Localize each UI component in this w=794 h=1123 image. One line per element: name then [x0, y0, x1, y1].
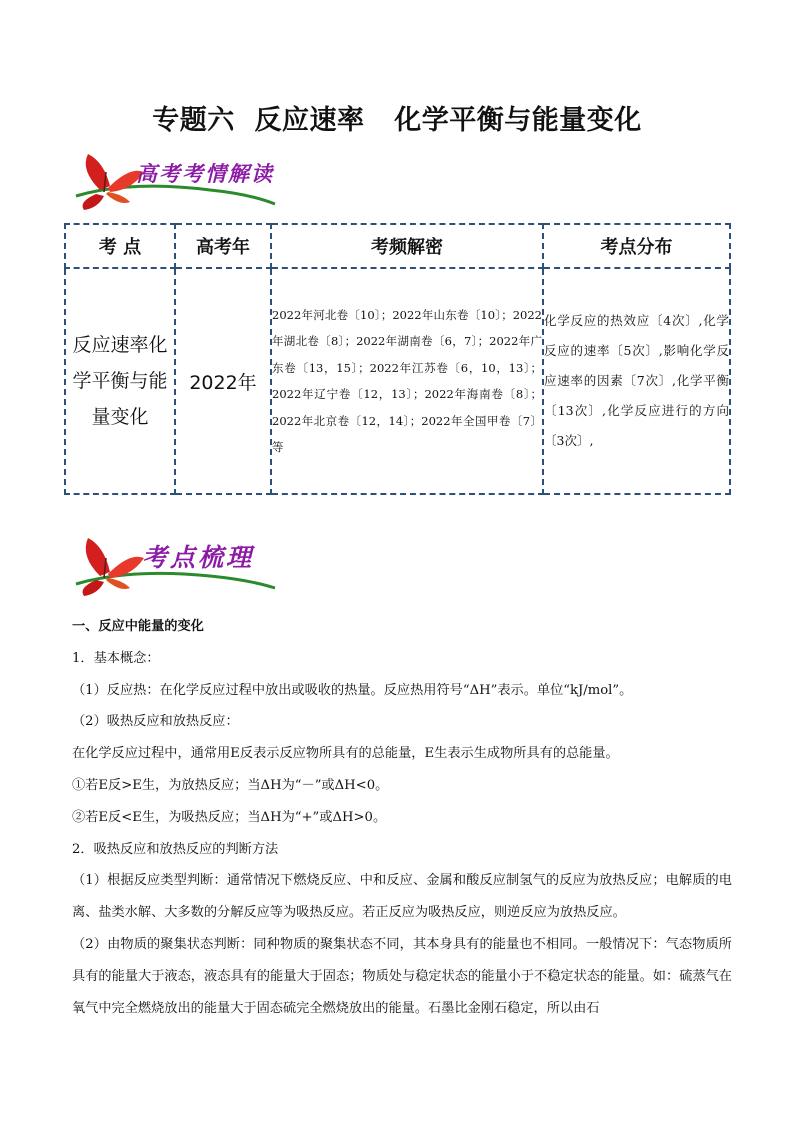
- banner-title: 考点梳理: [142, 543, 255, 572]
- paragraph: 2．吸热反应和放热反应的判断方法: [72, 841, 279, 857]
- header-cell: 考 点: [65, 224, 175, 268]
- content-body: [72, 611, 732, 1024]
- paragraph: （1）根据反应类型判断：通常情况下燃烧反应、中和反应、金属和酸反应制氢气的反应为放热反应；电解质的电离、盐类水解、大多数的分解反应等为吸热反应。若正反应为吸热反应，则逆反应为放热反应。: [72, 873, 732, 921]
- table-header-row: [65, 224, 730, 268]
- exam-distribution-cell: 化学反应的热效应〔4次〕,化学反应的速率〔5次〕,影响化学反应速率的因素〔7次〕,化学平衡〔13次〕,化学反应进行的方向〔3次〕,: [543, 268, 730, 494]
- paragraph: （2）由物质的聚集状态判断：同种物质的聚集状态不同，其本身具有的能量也不相同。一般情况下：气态物质所具有的能量大于液态，液态具有的能量大于固态；物质处与稳定状态的能量小于不稳定状态的能量。如：硫蒸气在氧气中完全燃烧放出的能量大于固态硫完全燃烧放出的能量。石墨比金刚石稳定，所以由石: [72, 936, 732, 1016]
- section-banner-exam-analysis: [70, 150, 290, 216]
- banner-title: 高考考情解读: [136, 161, 274, 186]
- header-cell: 高考年: [175, 224, 271, 268]
- paragraph: 1．基本概念：: [72, 650, 160, 666]
- exam-year-cell: 2022年: [175, 268, 271, 494]
- paragraph: ①若E反>E生，为放热反应；当ΔH为“－”或ΔH<0。: [72, 777, 389, 793]
- paragraph: （1）反应热：在化学反应过程中放出或吸收的热量。反应热用符号“ΔH”表示。单位“kJ/mol”。: [72, 682, 633, 698]
- section-heading: 一、反应中能量的变化: [72, 619, 204, 634]
- exam-point-cell: 反应速率化学平衡与能量变化: [65, 268, 175, 494]
- paragraph: ②若E反<E生，为吸热反应；当ΔH为“+”或ΔH>0。: [72, 809, 387, 825]
- paragraph: （2）吸热反应和放热反应：: [72, 714, 239, 730]
- exam-analysis-table: [64, 223, 731, 495]
- section-banner-key-points: [70, 534, 290, 600]
- page-title: 专题六 反应速率 化学平衡与能量变化: [152, 105, 642, 136]
- table-row: [65, 268, 730, 494]
- header-cell: 考频解密: [271, 224, 543, 268]
- paragraph: 在化学反应过程中，通常用E反表示反应物所具有的总能量，E生表示生成物所具有的总能量。: [72, 746, 619, 762]
- exam-detail-cell: 2022年河北卷〔10〕；2022年山东卷〔10〕；2022年湖北卷〔8〕；2022年湖南卷〔6，7〕；2022年广东卷〔13，15〕；2022年江苏卷〔6，10，13〕；2022年辽宁卷〔12，13〕；2022年海南卷〔8〕；2022年北京卷〔12，14〕；2022年全国甲卷〔7〕等: [271, 268, 543, 494]
- header-cell: 考点分布: [543, 224, 730, 268]
